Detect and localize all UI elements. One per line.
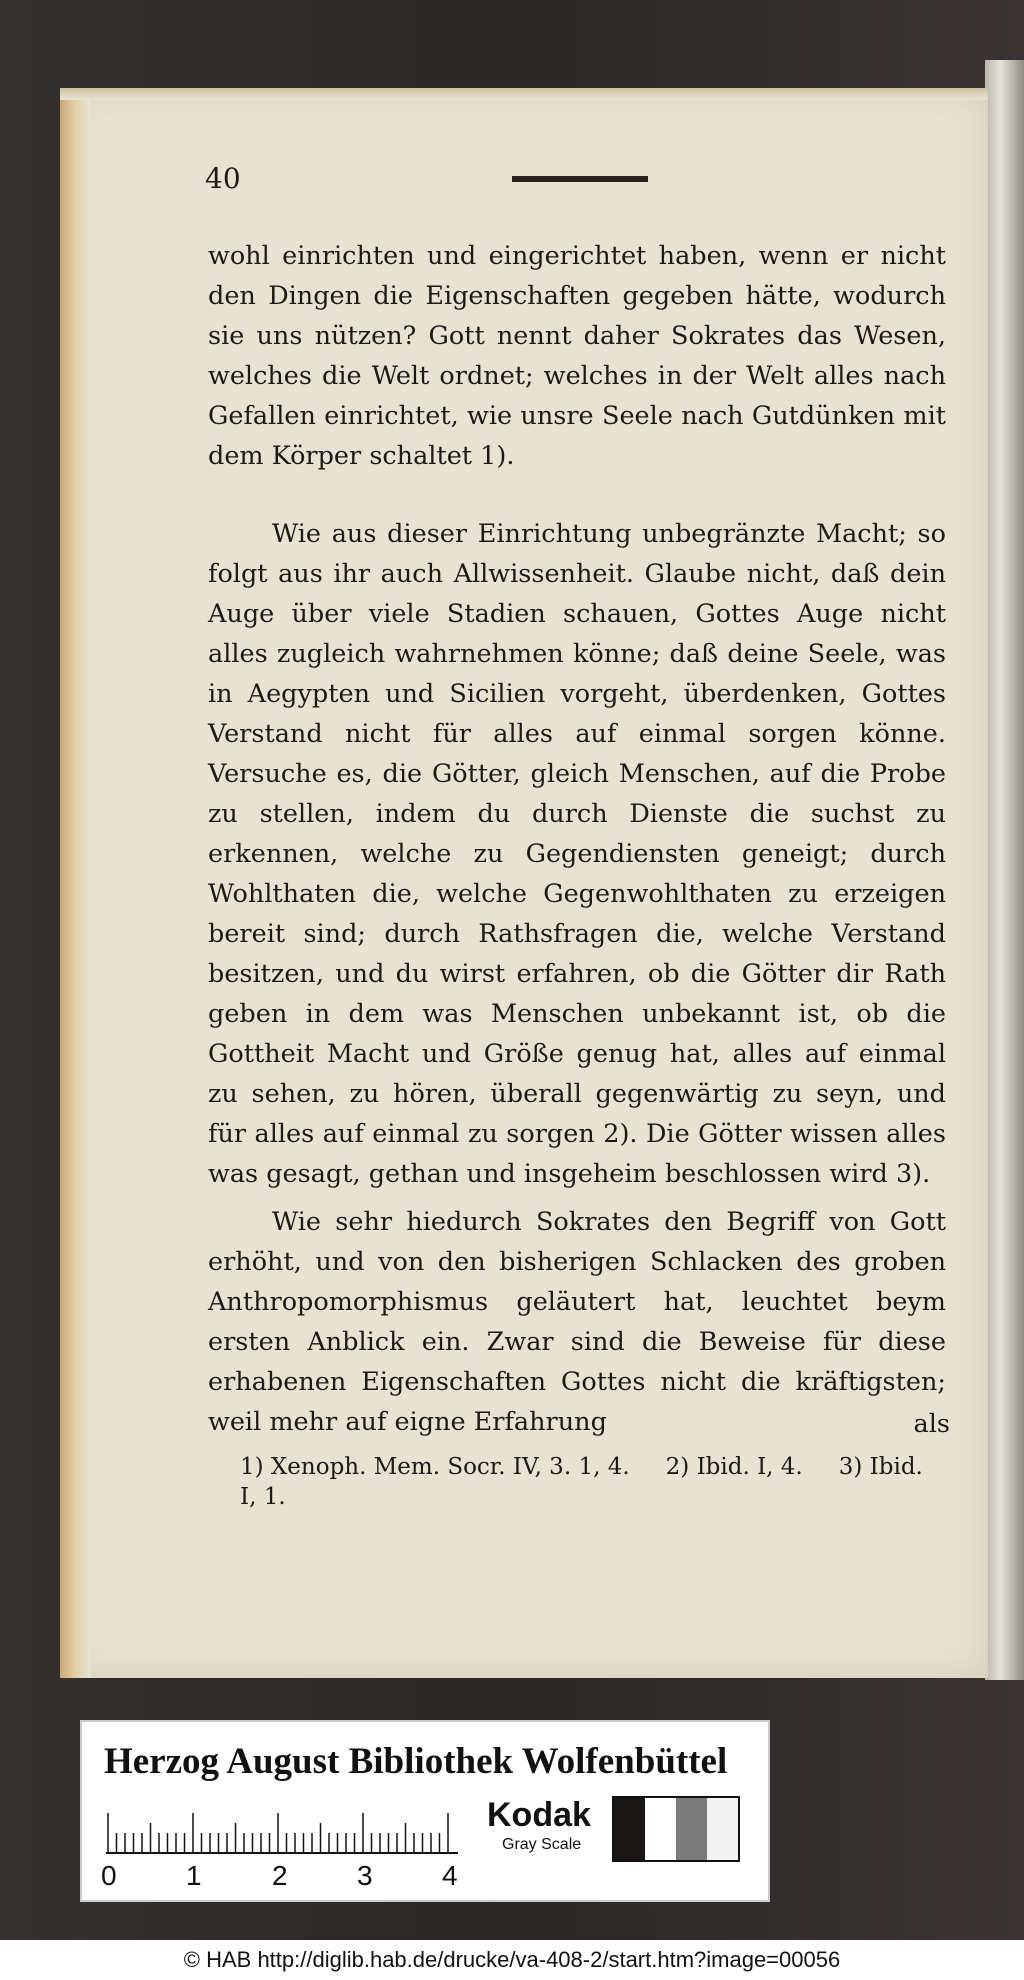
header-rule	[512, 176, 648, 182]
adjacent-page-edge	[985, 60, 1024, 1680]
scale-number-0: 0	[101, 1860, 117, 1891]
footnotes	[240, 1452, 940, 1512]
footnote-2: 2) Ibid. I, 4.	[665, 1454, 803, 1480]
gray-patch	[614, 1798, 645, 1860]
footnote-1: 1) Xenoph. Mem. Socr. IV, 3. 1, 4.	[240, 1454, 630, 1480]
gray-scale-patches	[612, 1796, 740, 1862]
scale-number-2: 2	[272, 1860, 288, 1891]
paragraph-continuation: wohl einrichten und eingerichtet haben, wenn er nicht den Dingen die Eigenschaften gegeben hätte, wodurch sie uns nützen? Gott nennt daher Sokrates das Wesen, welches die Welt ordnet; welches in der Welt alles nach Gefallen einrichtet, wie unsre Seele nach Gutdünken mit dem Körper schaltet 1).	[208, 241, 946, 471]
gray-patch	[707, 1798, 738, 1860]
copyright-footer: © HAB http://diglib.hab.de/drucke/va-408-2/start.htm?image=00056	[0, 1940, 1024, 1980]
library-name: Herzog August Bibliothek Wolfenbüttel	[104, 1741, 728, 1782]
page-number: 40	[205, 162, 241, 195]
catchword: als	[913, 1409, 950, 1439]
scale-number-1: 1	[186, 1860, 202, 1891]
paragraph-omniscience: Wie aus dieser Einrichtung unbegränzte Macht; so folgt aus ihr auch Allwissenheit. Glaube nicht, daß dein Auge über viele Stadien schauen, Gottes Auge nicht alles zugleich wahrnehmen könne; daß deine Seele, was in Aegypten und Sicilien vorgeht, überdenken, Gottes Verstand nicht für alles auf einmal sorgen könne. Versuche es, die Götter, gleich Menschen, auf die Probe zu stellen, indem du durch Dienste die suchst zu erkennen, welche zu Gegendiensten geneigt; durch Wohlthaten die, welche Gegenwohlthaten zu erzeigen bereit sind; durch Rathsfragen die, welche Verstand besitzen, und du wirst erfahren, ob die Götter dir Rath geben in dem was Menschen unbekannt ist, ob die Gottheit Macht und Größe genug hat, alles auf einmal zu sehen, zu hören, überall gegenwärtig zu seyn, und für alles auf einmal zu sorgen 2). Die Götter wissen alles was gesagt, gethan und insgeheim beschlossen wird 3).	[208, 519, 946, 1189]
page-top-edge	[60, 88, 988, 100]
scale-number-3: 3	[357, 1860, 373, 1891]
page-binding-edge	[60, 88, 90, 1678]
footnote-3: 3) Ibid. I, 1.	[240, 1454, 923, 1510]
measurement-ruler	[106, 1808, 458, 1854]
kodak-logo: Kodak	[487, 1796, 591, 1834]
gray-scale-label: Gray Scale	[502, 1836, 582, 1853]
paragraph-anthropomorphism: Wie sehr hiedurch Sokrates den Begriff von Gott erhöht, und von den bisherigen Schlacken des groben Anthropomorphismus geläutert hat, leuchtet beym ersten Anblick ein. Zwar sind die Beweise für diese erhabenen Eigenschaften Gottes nicht die kräftigsten; weil mehr auf eigne Erfahrung	[208, 1207, 946, 1437]
gray-patch	[676, 1798, 707, 1860]
scale-number-4: 4	[442, 1860, 458, 1891]
gray-patch	[645, 1798, 676, 1860]
